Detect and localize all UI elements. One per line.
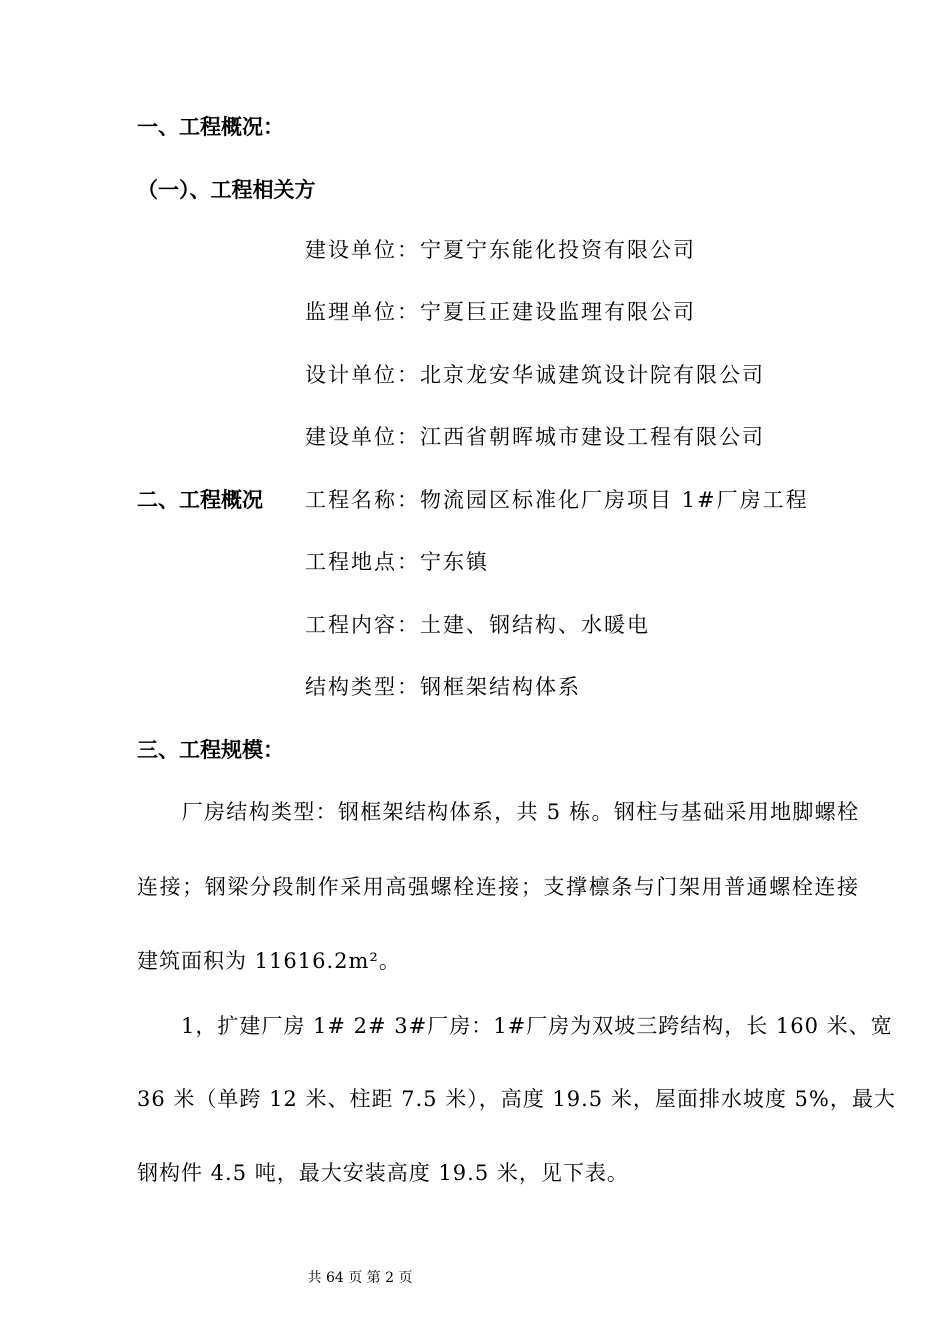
overview-value: 宁东镇 xyxy=(420,550,489,574)
party-label: 建设单位： xyxy=(305,238,420,262)
overview-label: 工程地点： xyxy=(305,550,420,574)
scale-paragraph-line: 36 米（单跨 12 米、柱距 7.5 米），高度 19.5 米，屋面排水坡度 5%，最大 xyxy=(137,1087,896,1111)
party-value: 北京龙安华诚建筑设计院有限公司 xyxy=(420,363,765,387)
party-value: 江西省朝晖城市建设工程有限公司 xyxy=(420,425,765,449)
party-row xyxy=(305,240,696,261)
heading-related-parties: （一）、工程相关方 xyxy=(137,178,316,202)
overview-row xyxy=(305,677,581,698)
heading-engineering-overview: 一、工程概况： xyxy=(137,115,284,139)
overview-value: 物流园区标准化厂房项目 1#厂房工程 xyxy=(420,488,809,512)
party-row xyxy=(305,302,696,323)
party-value: 宁夏巨正建设监理有限公司 xyxy=(420,300,696,324)
overview-row xyxy=(305,552,489,573)
overview-value: 钢框架结构体系 xyxy=(420,675,581,699)
party-label: 设计单位： xyxy=(305,363,420,387)
overview-label: 工程名称： xyxy=(305,488,420,512)
overview-label: 结构类型： xyxy=(305,675,420,699)
heading-project-overview: 二、工程概况 xyxy=(137,488,263,512)
party-label: 监理单位： xyxy=(305,300,420,324)
scale-paragraph-line: 1，扩建厂房 1# 2# 3#厂房：1#厂房为双坡三跨结构，长 160 米、宽 xyxy=(137,1014,893,1038)
heading-engineering-scale: 三、工程规模： xyxy=(137,738,284,762)
page-footer: 共 64 页 第 2 页 xyxy=(307,1270,413,1286)
party-row xyxy=(305,365,765,386)
party-label: 建设单位： xyxy=(305,425,420,449)
party-row xyxy=(305,427,765,448)
overview-row xyxy=(305,615,650,636)
overview-label: 工程内容： xyxy=(305,613,420,637)
scale-paragraph-line: 建筑面积为 11616.2m²。 xyxy=(137,949,401,973)
party-value: 宁夏宁东能化投资有限公司 xyxy=(420,238,696,262)
overview-value: 土建、钢结构、水暖电 xyxy=(420,613,650,637)
scale-paragraph-line: 厂房结构类型：钢框架结构体系，共 5 栋。钢柱与基础采用地脚螺栓 xyxy=(137,800,859,824)
scale-paragraph-line: 连接；钢梁分段制作采用高强螺栓连接；支撑檩条与门架用普通螺栓连接 xyxy=(137,875,859,899)
scale-paragraph-line: 钢构件 4.5 吨，最大安装高度 19.5 米，见下表。 xyxy=(137,1161,629,1185)
overview-row xyxy=(305,490,809,511)
